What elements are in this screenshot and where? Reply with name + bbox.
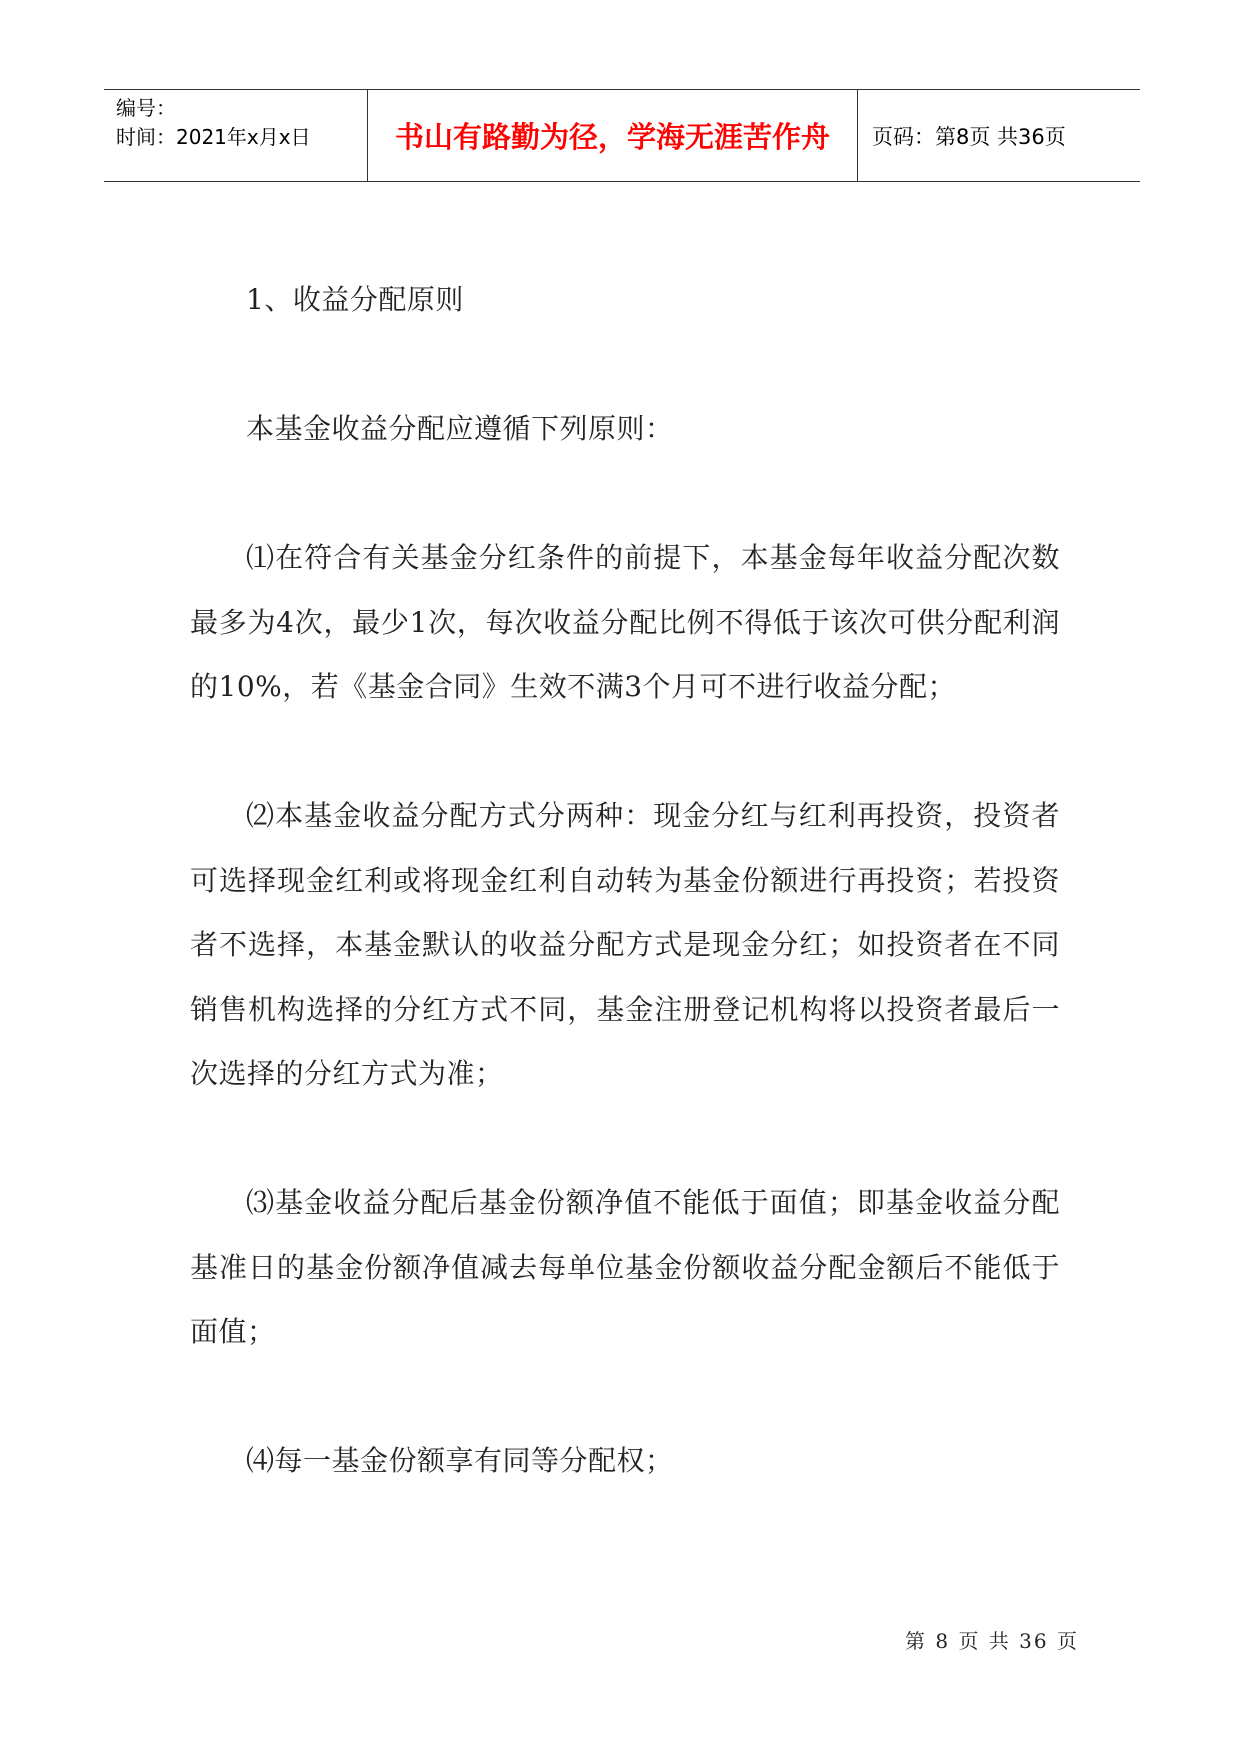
header-page-info: 页码：第8页 共36页 <box>872 124 1066 149</box>
principle-paragraph-2: ⑵本基金收益分配方式分两种：现金分红与红利再投资，投资者可选择现金红利或将现金红利自动转为基金份额进行再投资；若投资者不选择，本基金默认的收益分配方式是现金分红；如投资者在不同销售机构选择的分红方式不同，基金注册登记机构将以投资者最后一次选择的分红方式为准； <box>190 799 1060 1090</box>
document-body <box>190 268 1060 1494</box>
document-header <box>104 89 1140 182</box>
intro-paragraph: 本基金收益分配应遵循下列原则： <box>246 412 674 445</box>
header-motto: 书山有路勤为径，学海无涯苦作舟 <box>368 90 858 181</box>
principle-paragraph-4: ⑷每一基金份额享有同等分配权； <box>246 1444 674 1477</box>
principle-paragraph-3: ⑶基金收益分配后基金份额净值不能低于面值；即基金收益分配基准日的基金份额净值减去每单位基金份额收益分配金额后不能低于面值； <box>190 1186 1060 1348</box>
header-meta <box>104 90 368 181</box>
principle-paragraph-1: ⑴在符合有关基金分红条件的前提下，本基金每年收益分配次数最多为4次，最少1次，每次收益分配比例不得低于该次可供分配利润的10%，若《基金合同》生效不满3个月可不进行收益分配； <box>190 541 1060 703</box>
time-label: 时间：2021年x月x日 <box>116 125 311 149</box>
page-footer: 第 8 页 共 36 页 <box>905 1629 1079 1653</box>
serial-label: 编号： <box>116 96 176 120</box>
section-heading: 1、收益分配原则 <box>246 283 464 316</box>
